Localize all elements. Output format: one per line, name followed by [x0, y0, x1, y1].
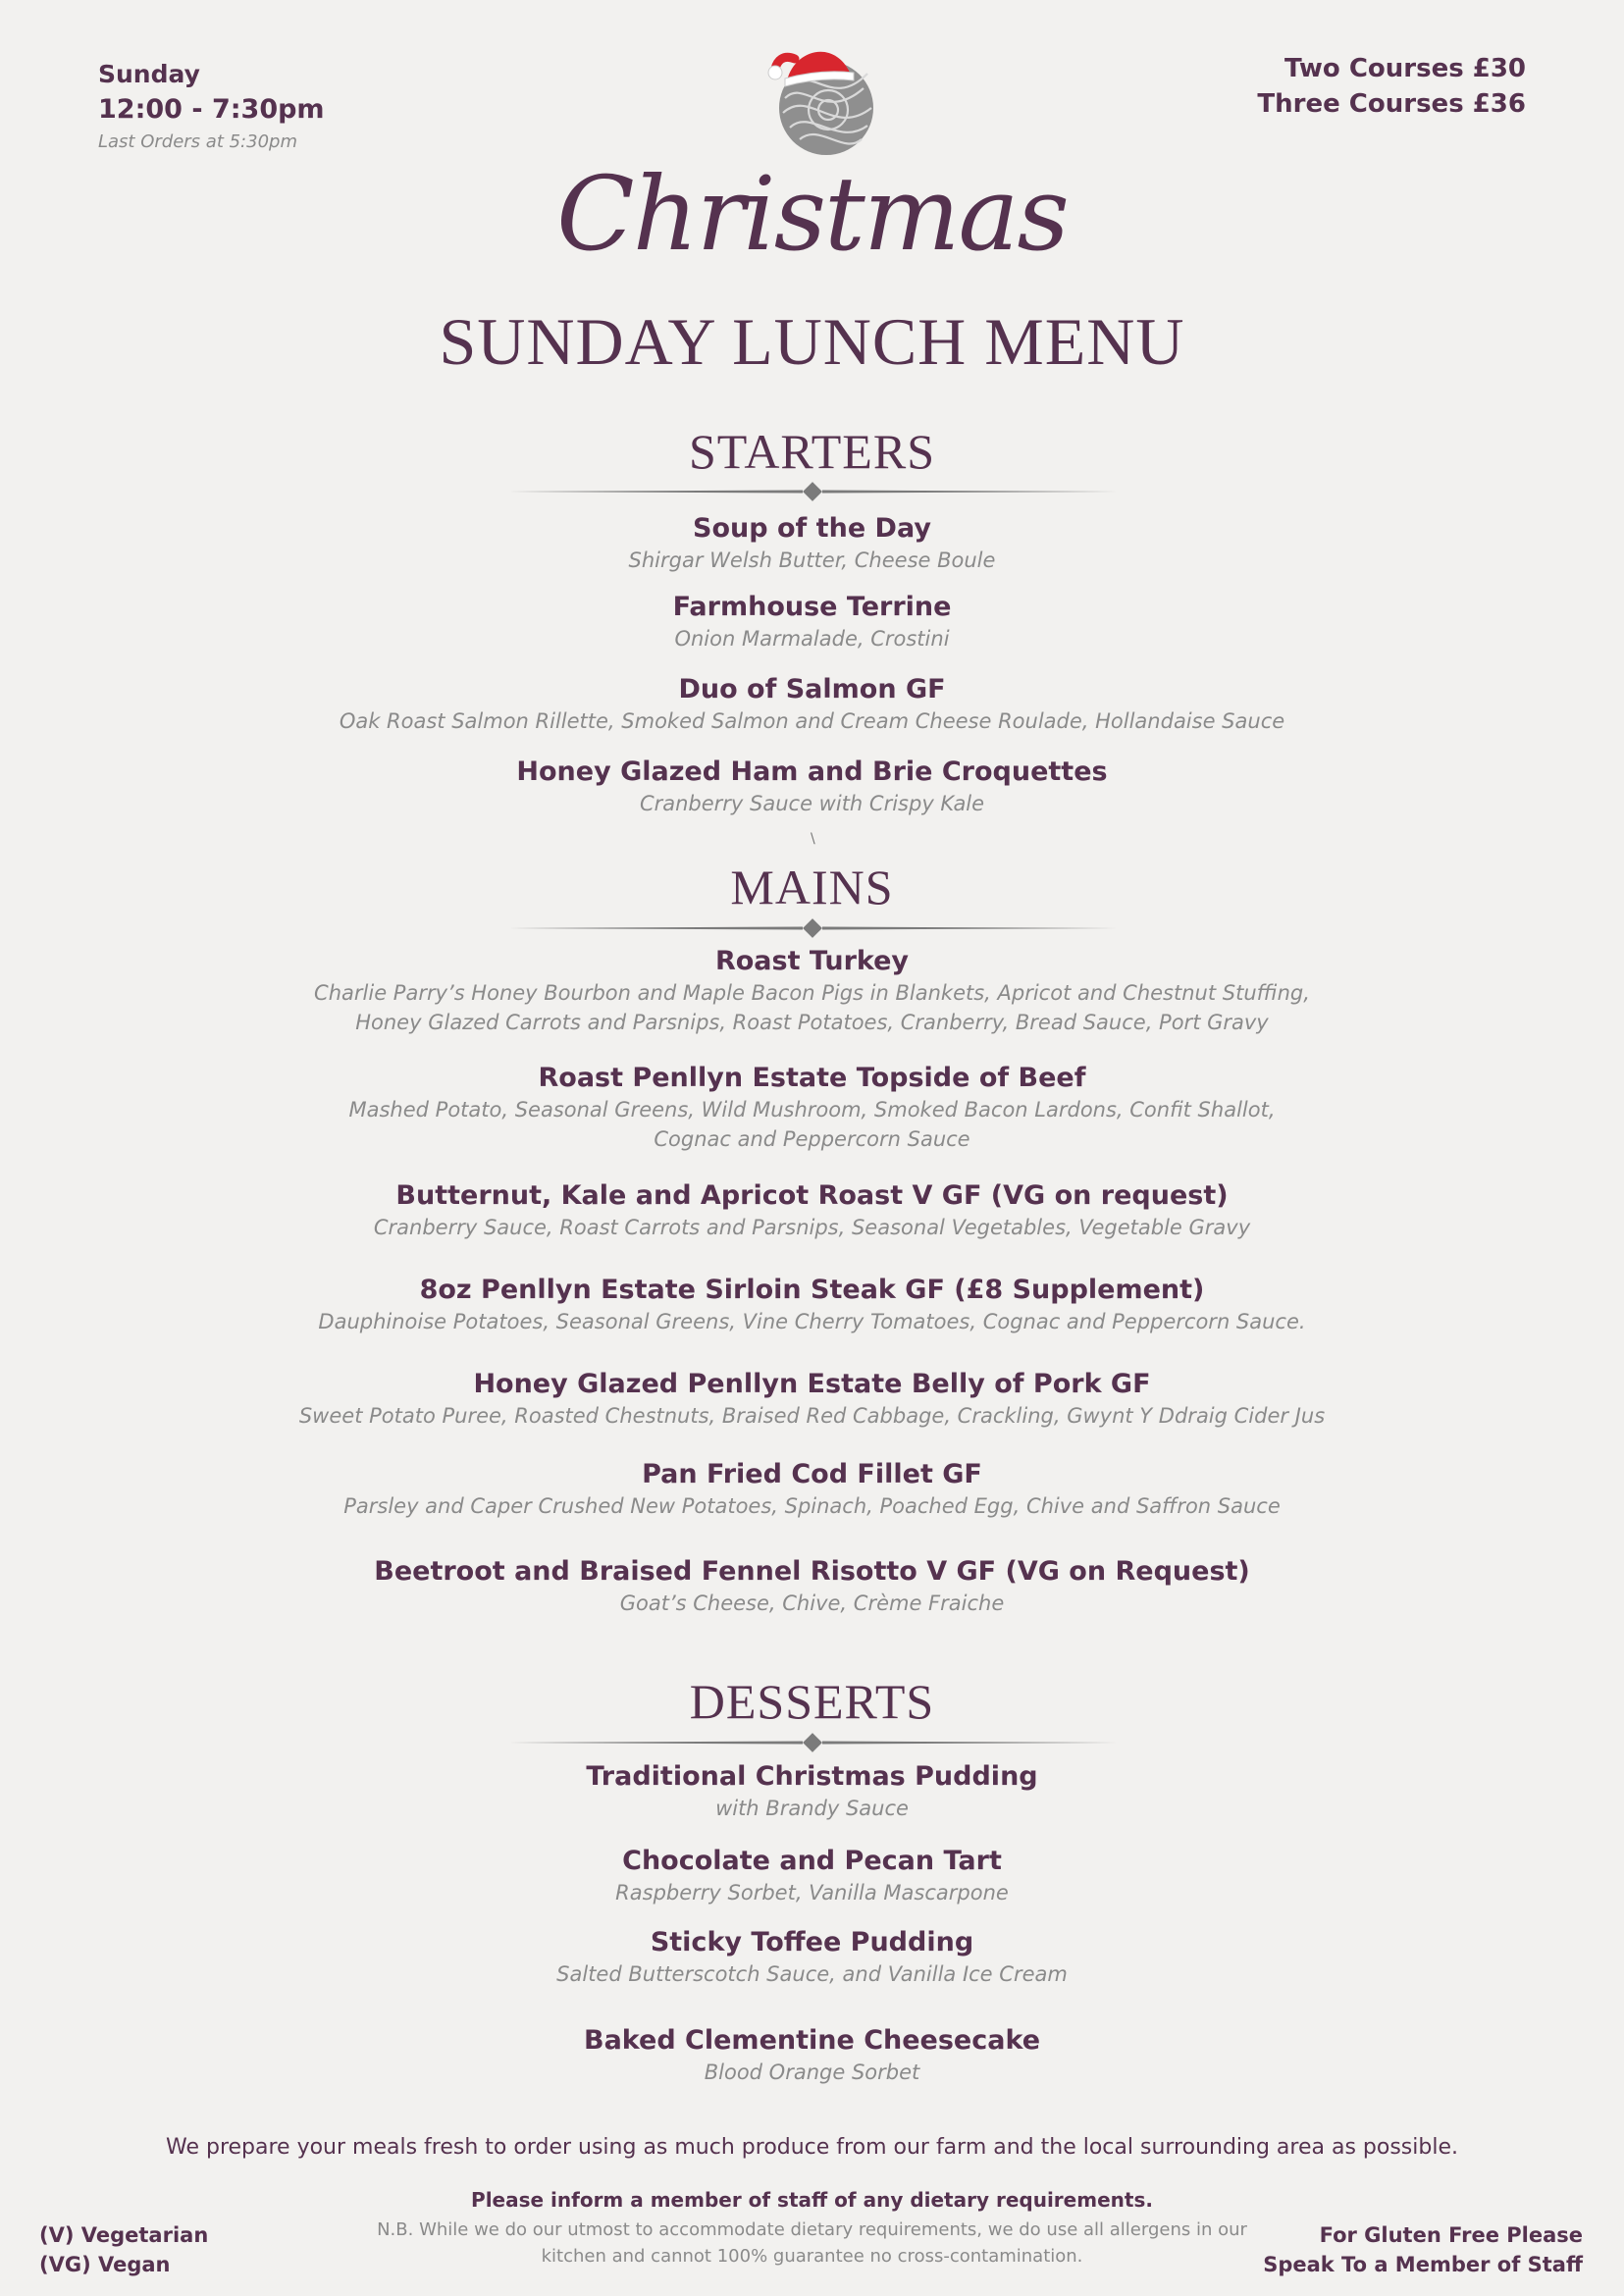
dish-name: Farmhouse Terrine: [672, 592, 952, 622]
starter-item: [0, 673, 1624, 736]
mains-heading: MAINS: [730, 860, 894, 914]
dish-name: Butternut, Kale and Apricot Roast V GF (VG on request): [395, 1180, 1229, 1211]
dish-description-line2: Honey Glazed Carrots and Parsnips, Roast Potatoes, Cranberry, Bread Sauce, Port Gravy: [355, 1011, 1269, 1034]
dish-description: Blood Orange Sorbet: [704, 2061, 920, 2084]
allergen-line-2: kitchen and cannot 100% guarantee no cross-contamination.: [541, 2246, 1083, 2267]
price-block: [1257, 51, 1526, 122]
dish-name: Pan Fried Cod Fillet GF: [642, 1459, 982, 1489]
two-courses-price: Two Courses £30: [1284, 54, 1526, 83]
vegan-key: (VG) Vegan: [39, 2253, 171, 2276]
dish-name: Roast Penllyn Estate Topside of Beef: [538, 1063, 1086, 1093]
vegetarian-key: (V) Vegetarian: [39, 2223, 209, 2247]
dessert-item: [0, 1926, 1624, 1989]
dish-description: Cranberry Sauce, Roast Carrots and Parsnips, Seasonal Vegetables, Vegetable Gravy: [373, 1216, 1251, 1239]
dish-name: Traditional Christmas Pudding: [586, 1761, 1038, 1792]
last-orders: Last Orders at 5:30pm: [98, 131, 297, 152]
dish-name: Duo of Salmon GF: [678, 674, 946, 704]
dish-description: Charlie Parry’s Honey Bourbon and Maple Bacon Pigs in Blankets, Apricot and Chestnut Stuffing,: [314, 981, 1310, 1005]
starter-item: [0, 591, 1624, 653]
main-item: [0, 945, 1624, 1037]
dish-name: Honey Glazed Ham and Brie Croquettes: [516, 757, 1108, 787]
dish-name: Sticky Toffee Pudding: [650, 1927, 974, 1957]
main-item: [0, 1179, 1624, 1242]
dessert-item: [0, 2024, 1624, 2087]
starters-divider: [508, 482, 1117, 501]
main-item: [0, 1062, 1624, 1154]
gluten-free-note: [1263, 2220, 1583, 2279]
mains-divider: [508, 918, 1117, 938]
gluten-free-line-1: For Gluten Free Please: [1319, 2223, 1583, 2247]
main-item: [0, 1555, 1624, 1618]
starter-item: [0, 756, 1624, 818]
dessert-item: [0, 1845, 1624, 1907]
starter-item: [0, 512, 1624, 575]
allergen-disclaimer: [324, 2217, 1300, 2270]
service-times: [98, 57, 325, 152]
fresh-produce-note: We prepare your meals fresh to order using as much produce from our farm and the local surrounding area as possible.: [165, 2135, 1458, 2160]
dish-description: Cranberry Sauce with Crispy Kale: [639, 792, 985, 815]
dish-description: Dauphinoise Potatoes, Seasonal Greens, Vine Cherry Tomatoes, Cognac and Peppercorn Sauce.: [318, 1310, 1306, 1333]
dish-description: Salted Butterscotch Sauce, and Vanilla Ice Cream: [556, 1962, 1068, 1986]
dietary-inform-note: Please inform a member of staff of any dietary requirements.: [471, 2188, 1153, 2212]
desserts-heading: DESSERTS: [689, 1674, 935, 1729]
dish-name: Baked Clementine Cheesecake: [583, 2025, 1041, 2056]
dish-description: with Brandy Sauce: [715, 1797, 909, 1820]
dish-name: Roast Turkey: [714, 946, 910, 976]
dish-name: Soup of the Day: [693, 513, 931, 544]
gluten-free-line-2: Speak To a Member of Staff: [1263, 2253, 1583, 2276]
main-item: [0, 1458, 1624, 1521]
dish-description: Oak Roast Salmon Rillette, Smoked Salmon and Cream Cheese Roulade, Hollandaise Sauce: [339, 709, 1285, 733]
dish-name: 8oz Penllyn Estate Sirloin Steak GF (£8 Supplement): [419, 1275, 1205, 1305]
desserts-divider: [508, 1733, 1117, 1752]
dish-name: Chocolate and Pecan Tart: [622, 1846, 1002, 1876]
dish-description: Shirgar Welsh Butter, Cheese Boule: [628, 548, 996, 572]
dish-name: Beetroot and Braised Fennel Risotto V GF (VG on Request): [374, 1556, 1250, 1587]
dish-description: Parsley and Caper Crushed New Potatoes, Spinach, Poached Egg, Chive and Saffron Sauce: [343, 1494, 1281, 1518]
main-item: [0, 1274, 1624, 1336]
service-hours: 12:00 - 7:30pm: [98, 94, 325, 125]
dish-description: Sweet Potato Puree, Roasted Chestnuts, Braised Red Cabbage, Crackling, Gwynt Y Ddraig Cider Jus: [298, 1404, 1326, 1428]
menu-subtitle: SUNDAY LUNCH MENU: [439, 304, 1185, 379]
three-courses-price: Three Courses £36: [1257, 89, 1526, 119]
service-day: Sunday: [98, 60, 200, 88]
dish-description-line2: Cognac and Peppercorn Sauce: [654, 1127, 970, 1151]
script-title: Christmas: [556, 154, 1068, 274]
allergen-line-1: N.B. While we do our utmost to accommodate dietary requirements, we do use all allergens in our: [377, 2219, 1247, 2240]
starters-heading: STARTERS: [688, 424, 936, 479]
dietary-key: [39, 2220, 208, 2279]
dish-description: Goat’s Cheese, Chive, Crème Fraiche: [619, 1592, 1005, 1615]
dessert-item: [0, 1760, 1624, 1823]
main-item: [0, 1368, 1624, 1431]
dish-description: Mashed Potato, Seasonal Greens, Wild Mushroom, Smoked Bacon Lardons, Confit Shallot,: [348, 1098, 1276, 1122]
dish-description: Onion Marmalade, Crostini: [674, 627, 950, 651]
dish-description: Raspberry Sorbet, Vanilla Mascarpone: [615, 1881, 1009, 1905]
wood-slice-santa-hat-logo: [765, 29, 883, 157]
stray-mark: \: [811, 831, 815, 847]
dish-name: Honey Glazed Penllyn Estate Belly of Pork GF: [473, 1369, 1151, 1399]
